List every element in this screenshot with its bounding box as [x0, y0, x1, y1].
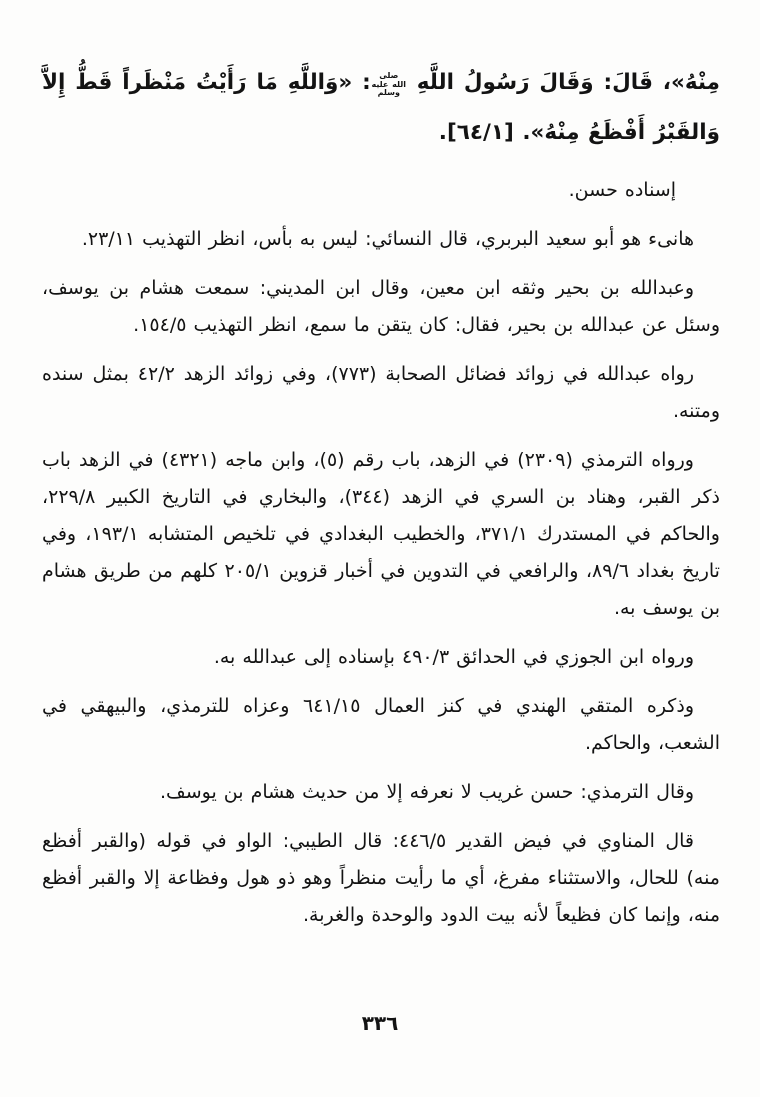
takhrij-ibn-aljawzi-paragraph: ورواه ابن الجوزي في الحدائق ٤٩٠/٣ بإسناده إلى عبدالله به. [213, 646, 694, 668]
isnad-grading-note: إسناده حسن. [568, 179, 676, 201]
sallallahu-alayhi-wasallam-symbol: صلى الله عليه وسلم [371, 71, 407, 97]
hadith-paragraph [42, 58, 720, 158]
takhrij-abdullah-paragraph: رواه عبدالله في زوائد فضائل الصحابة (٧٧٣)، وفي زوائد الزهد ٤٢/٢ بمثل سنده ومتنه. [42, 363, 720, 422]
takhrij-muttaqi-hindi-paragraph: وذكره المتقي الهندي في كنز العمال ٦٤١/١٥ وعزاه للترمذي، والبيهقي في الشعب، والحاكم. [42, 695, 720, 754]
munawi-commentary-paragraph: قال المناوي في فيض القدير ٤٤٦/٥: قال الطيبي: الواو في قوله (والقبر أفظع منه) للحال، والاستثناء مفرغ، أي ما رأيت منظراً وهو ذو هول وفظاعة إلا والقبر أفظع منه، وإنما كان فظيعاً لأنه بيت الدود والوحدة والغربة. [42, 830, 720, 926]
hadith-text-before-honorific: مِنْهُ»، قَالَ: وَقَالَ رَسُولُ اللَّهِ [406, 70, 720, 95]
page-content [42, 58, 720, 946]
hadith-text-after-honorific: : «وَاللَّهِ مَا رَأَيْتُ مَنْظَراً قَطُّ إِلاَّ وَالقَبْرُ أَفْظَعُ مِنْهُ». [٦٤/١]. [42, 70, 720, 145]
tirmidhi-grading-paragraph: وقال الترمذي: حسن غريب لا نعرفه إلا من حديث هشام بن يوسف. [160, 781, 694, 803]
narrator-note-abdullah-bin-bahir: وعبدالله بن بحير وثقه ابن معين، وقال ابن المديني: سمعت هشام بن يوسف، وسئل عن عبدالله بن بحير، فقال: كان يتقن ما سمع، انظر التهذيب ١٥٤/٥. [42, 277, 720, 336]
takhrij-tirmidhi-paragraph: ورواه الترمذي (٢٣٠٩) في الزهد، باب رقم (٥)، وابن ماجه (٤٣٢١) في الزهد باب ذكر القبر، وهناد بن السري في الزهد (٣٤٤)، والبخاري في التاريخ الكبير ٢٢٩/٨، والحاكم في المستدرك ٣٧١/١، والخطيب البغدادي في تلخيص المتشابه ١٩٣/١، وفي تاريخ بغداد ٨٩/٦، والرافعي في التدوين في أخبار قزوين ٢٠٥/١ كلهم من طريق هشام بن يوسف به. [42, 449, 720, 619]
narrator-note-hani: هانىء هو أبو سعيد البربري، قال النسائي: ليس به بأس، انظر التهذيب ٢٣/١١. [81, 228, 694, 250]
page-number: ٣٣٦ [361, 1011, 399, 1035]
